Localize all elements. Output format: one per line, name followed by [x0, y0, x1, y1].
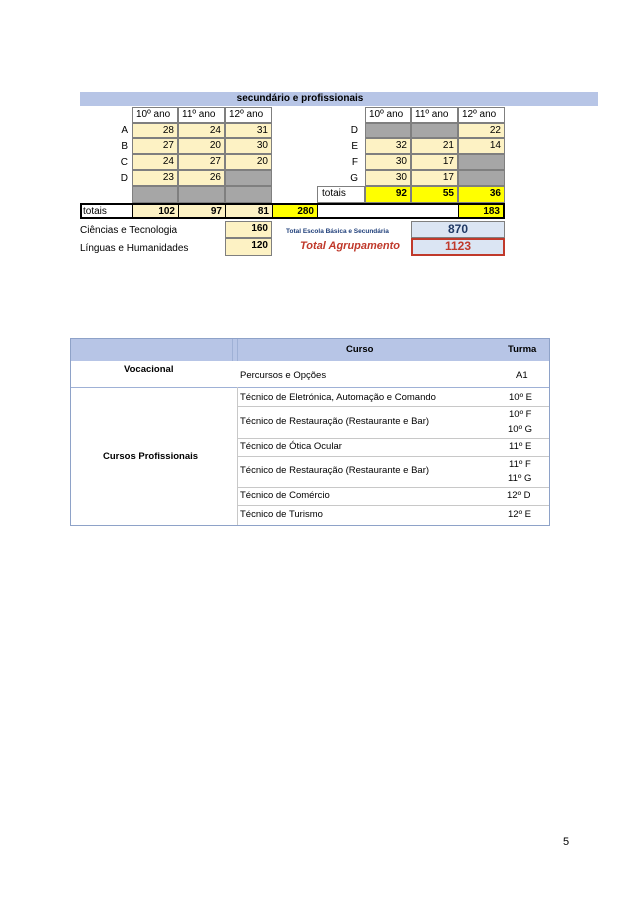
cell-10 — [365, 123, 411, 138]
vocacional-turma: A1 — [516, 370, 528, 381]
right-total-11: 55 — [411, 186, 458, 203]
row-separator — [237, 456, 549, 457]
course-turma: 12º E — [508, 509, 532, 520]
row-separator — [71, 387, 549, 388]
course-name: Técnico de Restauração (Restaurante e Bar) — [240, 465, 430, 476]
right-total-12: 36 — [458, 186, 505, 203]
row-label: C — [120, 157, 128, 168]
courses-header-band — [71, 339, 549, 361]
row-label: E — [351, 141, 358, 152]
page-number: 5 — [563, 836, 570, 848]
spacer-cell — [178, 186, 225, 203]
cell-10: 28 — [132, 123, 178, 138]
row-label: F — [351, 157, 358, 168]
course-turma: 11º F — [509, 459, 531, 470]
total-sum: 280 — [272, 205, 318, 217]
cell-12: 22 — [458, 123, 505, 138]
cell-10: 30 — [365, 170, 411, 186]
row-separator — [237, 438, 549, 439]
course-name: Técnico de Comércio — [240, 490, 330, 501]
total-11: 97 — [178, 205, 225, 217]
totais-label: totais — [83, 206, 107, 217]
cell-12 — [458, 170, 505, 186]
linguas-value: 120 — [225, 238, 272, 256]
cell-11: 24 — [178, 123, 225, 138]
table-title: secundário e profissionais — [236, 93, 364, 104]
header-divider — [237, 339, 238, 361]
cell-12: 30 — [225, 138, 272, 154]
vocacional-curso: Percursos e Opções — [240, 370, 327, 381]
right-totals-label: totais — [317, 186, 365, 203]
row-label: A — [121, 125, 128, 136]
row-separator — [237, 487, 549, 488]
cell-11: 20 — [178, 138, 225, 154]
course-name: Técnico de Eletrónica, Automação e Comando — [240, 392, 436, 403]
year-header-10-left: 10º ano — [132, 107, 178, 123]
row-label: B — [121, 141, 128, 152]
ciencias-value: 160 — [225, 221, 272, 238]
spacer-cell — [225, 186, 272, 203]
cell-11: 17 — [411, 170, 458, 186]
course-name: Técnico de Ótica Ocular — [240, 441, 342, 452]
course-turma: 10º E — [509, 392, 533, 403]
year-header-10-right: 10º ano — [365, 107, 411, 123]
profissionais-label: Cursos Profissionais — [103, 451, 199, 462]
year-header-12-left: 12º ano — [225, 107, 272, 123]
agrup-value: 1123 — [444, 239, 472, 253]
cell-10: 30 — [365, 154, 411, 170]
vocacional-label: Vocacional — [124, 364, 174, 375]
total-right-sum: 183 — [458, 205, 503, 217]
right-total-10: 92 — [365, 186, 411, 203]
cell-11: 17 — [411, 154, 458, 170]
total-10: 102 — [132, 205, 178, 217]
header-curso: Curso — [346, 344, 374, 355]
course-turma: 12º D — [507, 490, 531, 501]
row-separator — [237, 505, 549, 506]
cell-12: 20 — [225, 154, 272, 170]
course-turma: 10º G — [508, 424, 533, 435]
year-header-12-right: 12º ano — [458, 107, 505, 123]
escola-value: 870 — [447, 222, 469, 236]
year-header-11-right: 11º ano — [411, 107, 458, 123]
cell-10: 27 — [132, 138, 178, 154]
agrup-label: Total Agrupamento — [300, 240, 401, 252]
cell-12: 14 — [458, 138, 505, 154]
escola-label: Total Escola Básica e Secundária — [286, 228, 389, 235]
course-turma: 11º G — [508, 473, 532, 484]
row-label: D — [350, 125, 358, 136]
course-name: Técnico de Restauração (Restaurante e Bar) — [240, 416, 430, 427]
cell-10: 23 — [132, 170, 178, 186]
row-label: D — [120, 173, 128, 184]
cell-11: 27 — [178, 154, 225, 170]
cell-10: 32 — [365, 138, 411, 154]
course-turma: 11º E — [509, 441, 532, 452]
spacer-cell — [132, 186, 178, 203]
course-name: Técnico de Turismo — [240, 509, 323, 520]
cell-12 — [458, 154, 505, 170]
ciencias-label: Ciências e Tecnologia — [80, 225, 178, 236]
row-label: G — [350, 173, 358, 184]
cell-10: 24 — [132, 154, 178, 170]
cell-11 — [411, 123, 458, 138]
cell-12 — [225, 170, 272, 186]
linguas-label: Línguas e Humanidades — [80, 243, 189, 254]
header-divider — [232, 339, 233, 361]
total-12: 81 — [225, 205, 272, 217]
header-turma: Turma — [508, 344, 537, 355]
cell-11: 26 — [178, 170, 225, 186]
year-header-11-left: 11º ano — [178, 107, 225, 123]
cell-12: 31 — [225, 123, 272, 138]
course-turma: 10º F — [509, 409, 532, 420]
row-separator — [237, 406, 549, 407]
cell-11: 21 — [411, 138, 458, 154]
